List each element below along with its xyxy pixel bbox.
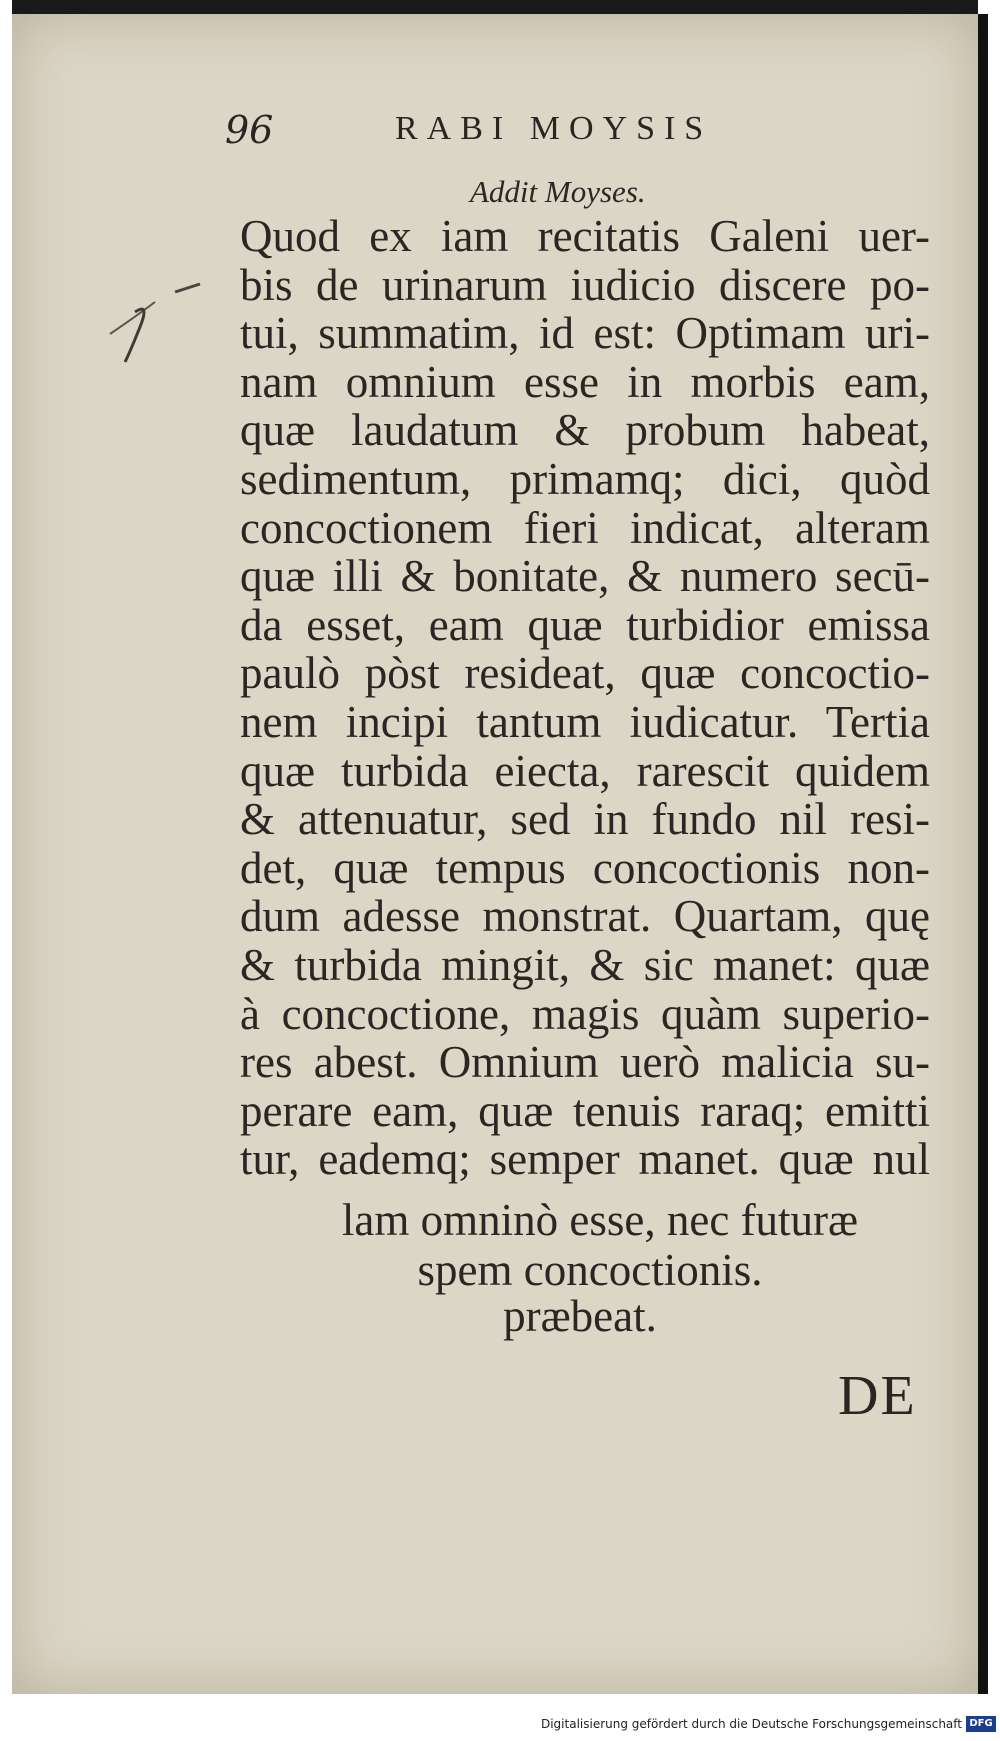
body-line: da esset, eam quæ turbidior emissa (240, 599, 930, 650)
body-line: & attenuatur, sed in fundo nil resi- (240, 794, 930, 845)
page-header (225, 108, 745, 158)
page-top-edge (12, 0, 978, 14)
body-line: det, quæ tempus concoctionis non- (240, 842, 930, 893)
section-subheading: Addit Moyses. (470, 174, 646, 209)
running-head: RABI MOYSIS (395, 110, 713, 147)
body-line: à concoctione, magis quàm superio- (240, 988, 930, 1039)
body-line: nam omnium esse in morbis eam, (240, 356, 930, 407)
body-line: quæ turbida eiecta, rarescit quidem (240, 745, 930, 796)
body-line: res abest. Omnium uerò malicia su- (240, 1037, 930, 1088)
body-line: quæ illi & bonitate, & numero secū- (240, 551, 930, 602)
body-line: quæ laudatum & probum habeat, (240, 405, 930, 456)
body-text (240, 212, 930, 1184)
closing-line: præbeat. (503, 1291, 657, 1341)
body-line: perare eam, quæ tenuis raraq; emitti (240, 1085, 930, 1136)
body-line: & turbida mingit, & sic manet: quæ (240, 939, 930, 990)
body-line: Quod ex iam recitatis Galeni uer- (240, 211, 930, 261)
body-line: tui, summatim, id est: Optimam uri- (240, 308, 930, 359)
page-number: 96 (225, 108, 274, 152)
body-line: sedimentum, primamq; dici, quòd (240, 453, 930, 504)
body-line: concoctionem fieri indicat, alteram (240, 502, 930, 553)
body-line: tur, eademq; semper manet. quæ nul (240, 1134, 930, 1185)
page-right-edge (978, 14, 988, 1694)
dfg-logo: DFG (966, 1716, 996, 1732)
margin-annotation-mark (80, 272, 210, 382)
footer-bar (0, 1713, 1000, 1741)
body-line: paulò pòst resideat, quæ concoctio- (240, 648, 930, 699)
closing-line: lam omninò esse, nec futuræ (341, 1195, 859, 1245)
closing-line: spem concoctionis. (417, 1245, 763, 1295)
body-line: bis de urinarum iudicio discere po- (240, 259, 930, 310)
body-line: dum adesse monstrat. Quartam, quę (240, 891, 930, 942)
catchword: DE (838, 1365, 917, 1427)
digitization-credit: Digitalisierung gefördert durch die Deutsche Forschungsgemeinschaft (540, 1717, 962, 1731)
body-line: nem incipi tantum iudicatur. Tertia (240, 696, 930, 747)
